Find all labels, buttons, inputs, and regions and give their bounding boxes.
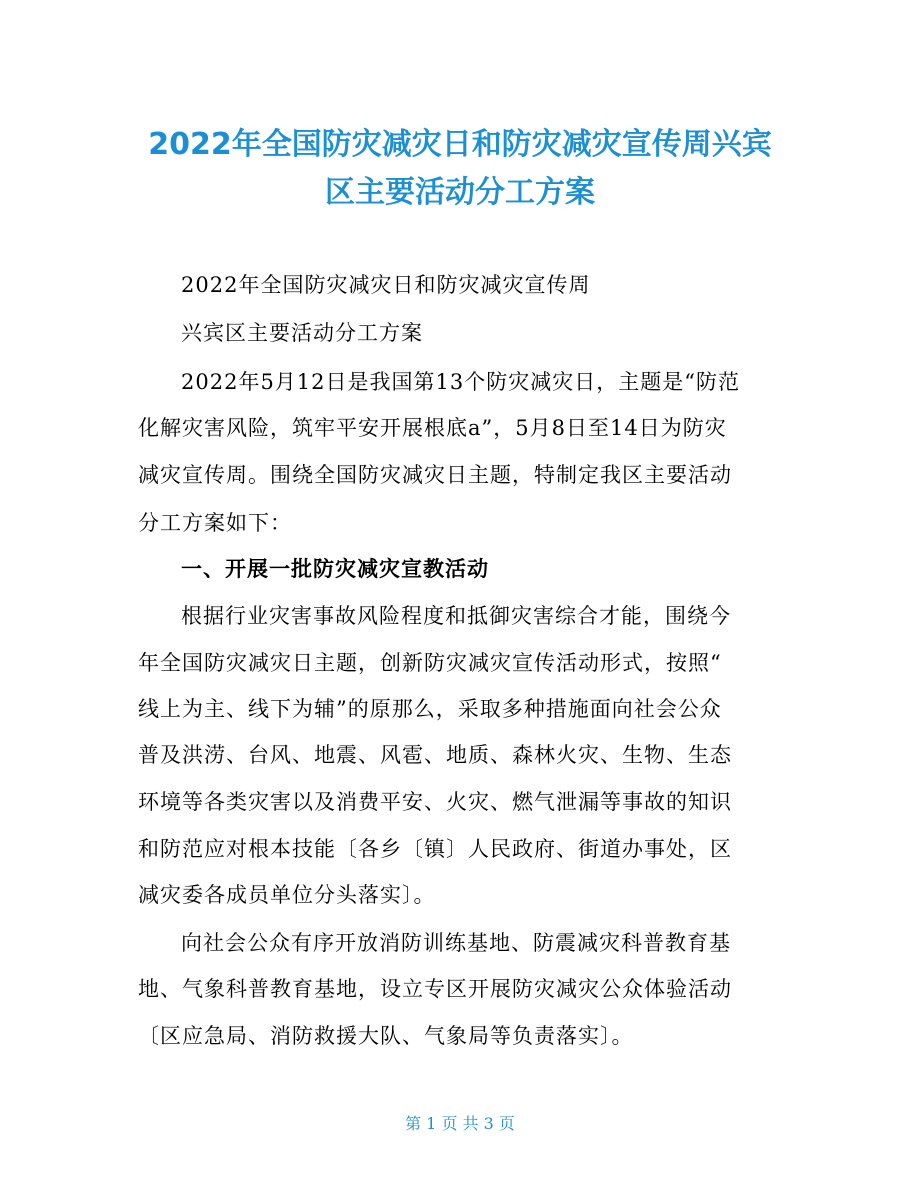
paragraph-line: 分工方案如下： <box>138 511 292 535</box>
paragraph-line: 线上为主、线下为辅”的原那么，采取多种措施面向社会公众 <box>138 697 722 721</box>
subtitle-line-2: 兴宾区主要活动分工方案 <box>181 321 423 345</box>
paragraph-line: 〔区应急局、消防救援大队、气象局等负责落实〕。 <box>138 1024 634 1048</box>
paragraph-line: 地、气象科普教育基地，设立专区开展防灾减灾公众体验活动 <box>138 977 732 1001</box>
page-number-footer: 第 1 页 共 3 页 <box>405 1114 515 1133</box>
paragraph-line: 环境等各类灾害以及消费平安、火灾、燃气泄漏等事故的知识 <box>138 790 732 814</box>
paragraph-line: 年全国防灾减灾日主题，创新防灾减灾宣传活动形式，按照“ <box>138 651 722 675</box>
paragraph-line: 2022年5月12日是我国第13个防灾减灾日，主题是“防范 <box>181 370 740 394</box>
document-title-line-1: 2022年全国防灾减灾日和防灾减灾宣传周兴宾 <box>148 127 772 162</box>
paragraph-line: 减灾委各成员单位分头落实〕。 <box>138 883 436 907</box>
paragraph-line: 减灾宣传周。围绕全国防灾减灾日主题，特制定我区主要活动 <box>138 463 732 487</box>
section-heading: 一、开展一批防灾减灾宣教活动 <box>181 557 489 581</box>
document-title-line-2: 区主要活动分工方案 <box>325 175 595 210</box>
paragraph-line: 根据行业灾害事故风险程度和抵御灾害综合才能，围绕今 <box>181 604 731 628</box>
paragraph-line: 和防范应对根本技能〔各乡〔镇〕人民政府、街道办事处，区 <box>138 837 732 861</box>
subtitle-line-1: 2022年全国防灾减灾日和防灾减灾宣传周 <box>181 273 591 297</box>
paragraph-line: 普及洪涝、台风、地震、风雹、地质、森林火灾、生物、生态 <box>138 743 732 767</box>
paragraph-line: 化解灾害风险，筑牢平安开展根底a”，5月8日至14日为防灾 <box>138 416 727 440</box>
paragraph-line: 向社会公众有序开放消防训练基地、防震减灾科普教育基 <box>181 931 731 955</box>
